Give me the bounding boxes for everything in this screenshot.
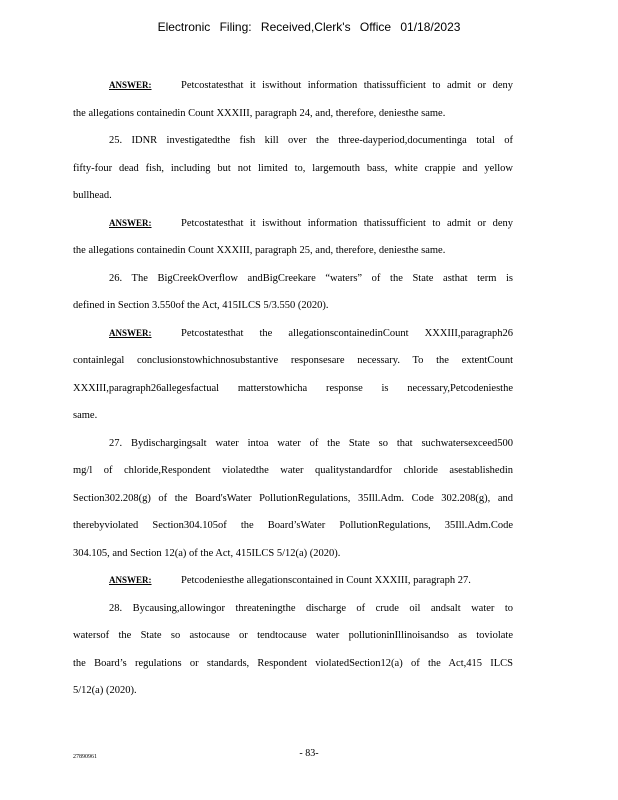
numbered-paragraph-line: 27. Bydischargingsalt water intoa water of the State so that suchwatersexceed500	[109, 437, 513, 449]
numbered-paragraph-line: 304.105, and Section 12(a) of the Act, 415ILCS 5/12(a) (2020).	[73, 547, 341, 559]
answer-text: Petcostatesthat it iswithout information thatissufficient to admit or deny	[181, 80, 513, 91]
answer-paragraph-line: the allegations containedin Count XXXIII, paragraph 25, and, therefore, deniesthe same.	[73, 245, 446, 256]
answer-paragraph-line	[73, 320, 513, 348]
numbered-paragraph-line: Section302.208(g) of the Board'sWater PollutionRegulations, 35Ill.Adm. Code 302.208(g), and	[73, 492, 513, 504]
answer-label: ANSWER:	[109, 575, 152, 585]
answer-text: Petcodeniesthe allegationscontained in Count XXXIII, paragraph 27.	[181, 575, 471, 586]
numbered-paragraph-line: therebyviolated Section304.105of the Board’sWater PollutionRegulations, 35Ill.Adm.Code	[73, 520, 513, 531]
numbered-paragraph-line: mg/l of chloride,Respondent violatedthe water qualitystandardfor chloride asestablishedin	[73, 465, 513, 476]
numbered-paragraph-line: watersof the State so astocause or tendtocause water pollutioninIllinoisandso as toviolate	[73, 630, 513, 641]
document-body	[73, 72, 513, 705]
numbered-paragraph-line: 28. Bycausing,allowingor threateningthe discharge of crude oil andsalt water to	[109, 602, 513, 614]
answer-label: ANSWER:	[109, 217, 152, 228]
answer-paragraph-line	[73, 567, 513, 595]
answer-paragraph-line: the allegations containedin Count XXXIII, paragraph 24, and, therefore, deniesthe same.	[73, 107, 446, 119]
numbered-paragraph-line: the Board’s regulations or standards, Respondent violatedSection12(a) of the Act,415 ILCS	[73, 657, 513, 669]
answer-label: ANSWER:	[109, 80, 152, 90]
numbered-paragraph-line: bullhead.	[73, 190, 112, 201]
answer-paragraph-line	[73, 72, 513, 100]
numbered-paragraph-line: fifty-four dead fish, including but not limited to, largemouth bass, white crappie and yellow	[73, 162, 513, 174]
numbered-paragraph-line: 25. IDNR investigatedthe fish kill over the three-dayperiod,documentinga total of	[109, 135, 513, 146]
answer-text: Petcostatesthat it iswithout information thatissufficient to admit or deny	[181, 217, 513, 229]
answer-paragraph-line	[73, 210, 513, 238]
numbered-paragraph-line: 26. The BigCreekOverflow andBigCreekare “waters” of the State asthat term is	[109, 272, 513, 284]
page-number: - 83-	[299, 748, 319, 759]
answer-paragraph-line: XXXIII,paragraph26allegesfactual matterstowhicha response is necessary,Petcodeniesthe	[73, 382, 513, 394]
electronic-filing-header: Electronic Filing: Received,Clerk's Office 01/18/2023	[157, 20, 461, 34]
answer-text: Petcostatesthat the allegationscontainedinCount XXXIII,paragraph26	[181, 327, 513, 339]
numbered-paragraph-line: defined in Section 3.550of the Act, 415ILCS 5/3.550 (2020).	[73, 300, 329, 311]
numbered-paragraph-line: 5/12(a) (2020).	[73, 685, 137, 696]
document-id: 27890961	[73, 754, 97, 760]
answer-paragraph-line: containlegal conclusionstowhichnosubstantive responsesare necessary. To the extentCount	[73, 355, 513, 366]
answer-paragraph-line: same.	[73, 410, 98, 421]
answer-label: ANSWER:	[109, 327, 152, 338]
